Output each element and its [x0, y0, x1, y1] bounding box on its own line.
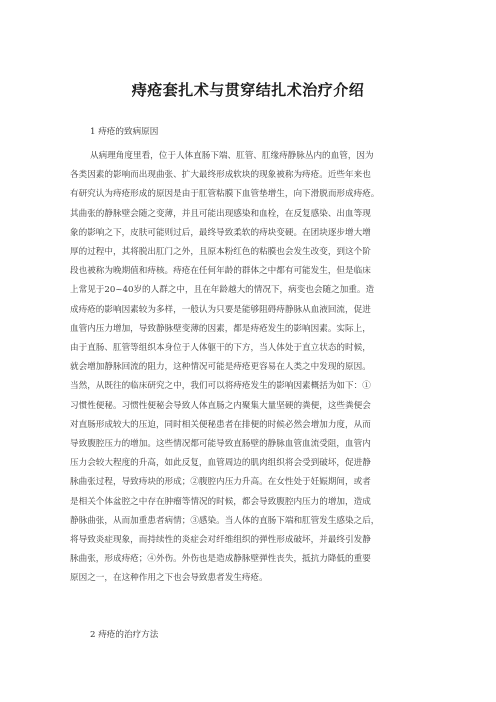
body-text-line: 由于直肠、肛管等组织本身位于人体躯干的下方，当人体处于直立状态的时候， [70, 343, 371, 353]
body-text-line: 象的影响之下，皮肤可能则过后，最终导致柔软的痔块变硬。在团块逐步增大增 [70, 227, 371, 238]
body-text-line: 各类因素的影响而出现曲张、扩大最终形成软块的现象被称为痔疮。近些年来也 [70, 170, 371, 181]
body-text-line: 静脉曲张，从而加重患者病情；③感染。当人体的直肠下端和肛管发生感染之后， [70, 515, 380, 526]
section-heading: 1 痔疮的致病原因 [90, 127, 159, 137]
body-text-line: 脉曲张过程，导致痔块的形成；②腹腔内压力升高。在女性处于妊娠期间，或者 [70, 477, 371, 488]
body-text-line: 当然，从既往的临床研究之中，我们可以将痔疮发生的影响因素概括为如下：① [70, 381, 371, 392]
body-text-line: 导致腹腔压力的增加。这些情况都可能导致直肠壁的静脉血管血流受阻，血管内 [70, 439, 371, 449]
body-text-line: 有研究认为痔疮形成的原因是由于肛管粘膜下血管垫增生，向下滑脱而形成痔疮。 [70, 189, 380, 200]
document-title: 痔疮套扎术与贯穿结扎术治疗介绍 [131, 81, 365, 99]
body-text-line: 是相关个体盆腔之中存在肿瘤等情况的时候，都会导致腹腔内压力的增加，造成 [70, 496, 371, 507]
body-text-line: 脉曲张，形成痔疮；④外伤。外伤也是造成静脉壁弹性丧失，抵抗力降低的重要 [70, 554, 371, 565]
body-text-line: 厚的过程中，其将脱出肛门之外，且原本粉红色的粘膜也会发生改变，到这个阶 [70, 247, 371, 257]
section-heading: 2 痔疮的治疗方法 [90, 630, 159, 640]
body-text-line: 原因之一，在这种作用之下也会导致患者发生痔疮。 [70, 573, 268, 584]
body-text-line: 将导致炎症现象，而持续性的炎症会对纤维组织的弹性形成破坏，并最终引发静 [70, 535, 371, 545]
body-text-line: 其曲张的静脉壁会随之变薄，并且可能出现感染和血栓，在反复感染、出血等现 [70, 208, 371, 219]
body-text-line: 就会增加静脉回流的阻力，这种情况可能是痔疮更容易在人类之中发现的原因。 [70, 362, 371, 373]
body-text-line: 从病理角度里看，位于人体直肠下端、肛管、肛缘痔静脉丛内的血管，因为 [90, 151, 374, 161]
body-text-line: 压力会较大程度的升高，如此反复，血管周边的肌肉组织将会受到破坏，促进静 [70, 458, 371, 469]
body-text-line: 习惯性便秘。习惯性便秘会导致人体直肠之内聚集大量坚硬的粪便，这些粪便会 [70, 400, 371, 411]
body-text-line: 血管内压力增加，导致静脉壁变薄的因素，都是痔疮发生的影响因素。实际上， [70, 323, 371, 334]
body-text-line: 上常见于20~40岁的人群之中，且在年龄越大的情况下，病变也会随之加重。造 [70, 285, 375, 296]
body-text-line: 段也被称为晚期值和痔核。痔疮在任何年龄的群体之中都有可能发生，但是临床 [70, 266, 371, 277]
body-text-line: 对直肠形成较大的压迫，同时相关便秘患者在排便的时候必然会增加力度，从而 [70, 419, 371, 430]
body-text-line: 成痔疮的影响因素较为多样，一般认为只要是能够阻碍痔静脉从血液回流，促进 [70, 304, 371, 315]
